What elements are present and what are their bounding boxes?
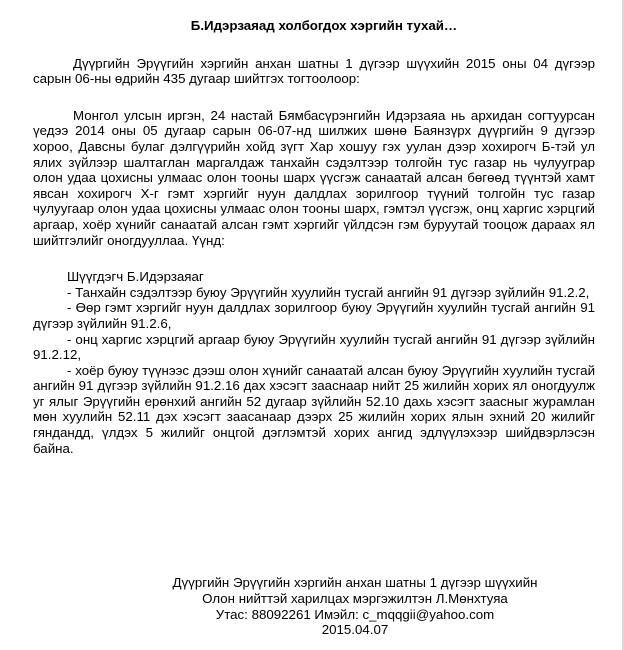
clause-item: - хоёр буюу түүнээс дээш олон хүнийг санаатай алсан буюу Эрүүгийн хуулийн тусгай ангийн 91 дүгээр зүйлийн 91.2.16 дах хэсэгт зааснаар нийт 25 жилийн хорих ял оногдуулж уг ялыг Эрүүгийн ерөнхий ангийн 52 дугаар зүйлийн 52.10 дахь хэсэгт заасныг журамлан мөн хуулийн 52.11 дэх хэсэгт заасанаар дээрх 25 жилийн хорих ялын эхний 20 жилийг гяндандд, үлдэх 5 жилийг онцгой дэглэмтэй хорих ангид эдлүүлэхээр шийдвэрлэсэн байна. [33,362,595,456]
footer-officer: Олон нийттэй харилцах мэргэжилтэн Л.Мөнхтуяа [202,590,508,606]
signature-block [120,575,590,638]
document-title: Б.Идэрзаяад холбогдох хэргийн тухай… [190,18,458,33]
intro-paragraph: Дүүргийн Эрүүгийн хэргийн анхан шатны 1 дүгээр шүүхийн 2015 оны 04 дүгээр сарын 06-ны өдрийн 435 дугаар шийтгэх тогтоолоор: [33,55,595,87]
footer-contact: Утас: 88092261 Имэйл: c_mqqgii@yahoo.com [215,606,495,622]
clause-item: - Танхайн сэдэлтээр буюу Эрүүгийн хуулийн тусгай ангийн 91 дүгээр зүйлийн 91.2.2, [67,284,590,300]
body-paragraph: Монгол улсын иргэн, 24 настай Бямбасүрэнгийн Идэрзаяа нь архидан согтуурсан үедээ 2014 оны 05 дугаар сарын 06-07-нд шилжих шөнө Баянзүрх дүүргийн 9 дүгээр хороо, Давсны булаг дэлгүүрийн хойд зүгт Хар хошуу гэх уулан дээр хохирогч Б-тэй ул ялих зүйлээр шалтаглан маргалдаж танхайн сэдэлтээр толгойн тус газар нь чулууграр олон удаа цохисны улмаас олон тооны шарх үүсгэж санаатай алсан бөгөөд түүнтэй хамт явсан хохирогч Х-г гэмт хэргийг нуун далдлах зорилгоор түүний толгойн тус газар чулуугаар олон удаа цохисны улмаас олон тооны шарх, гэмтэл үүсгэж, онц харгис хэрцгий аргаар, хоёр хүнийг санаатай алсан гэмт хэргийг үйлдсэн гэм буруутай тооцож дараах ял шийтгэлийг оногдууллаа. Үүнд: [33,107,595,248]
footer-date: 2015.04.07 [321,622,389,638]
defendant-line: Шүүгдэгч Б.Идэрзаяаг [67,269,204,285]
clause-item: - Өөр гэмт хэргийг нуун далдлах зорилгоор буюу Эрүүгийн хуулийн тусгай ангийн 91 дүгээр зүйлийн 91.2.6, [33,300,595,331]
clause-item: - онц харгис хэрцгий аргаар буюу Эрүүгийн хуулийн тусгай ангийн 91 дүгээр зүйлийн 91.2.12, [33,331,595,363]
footer-court: Дүүргийн Эрүүгийн хэргийн анхан шатны 1 дүгээр шүүхийн [172,575,538,590]
document [33,18,595,456]
